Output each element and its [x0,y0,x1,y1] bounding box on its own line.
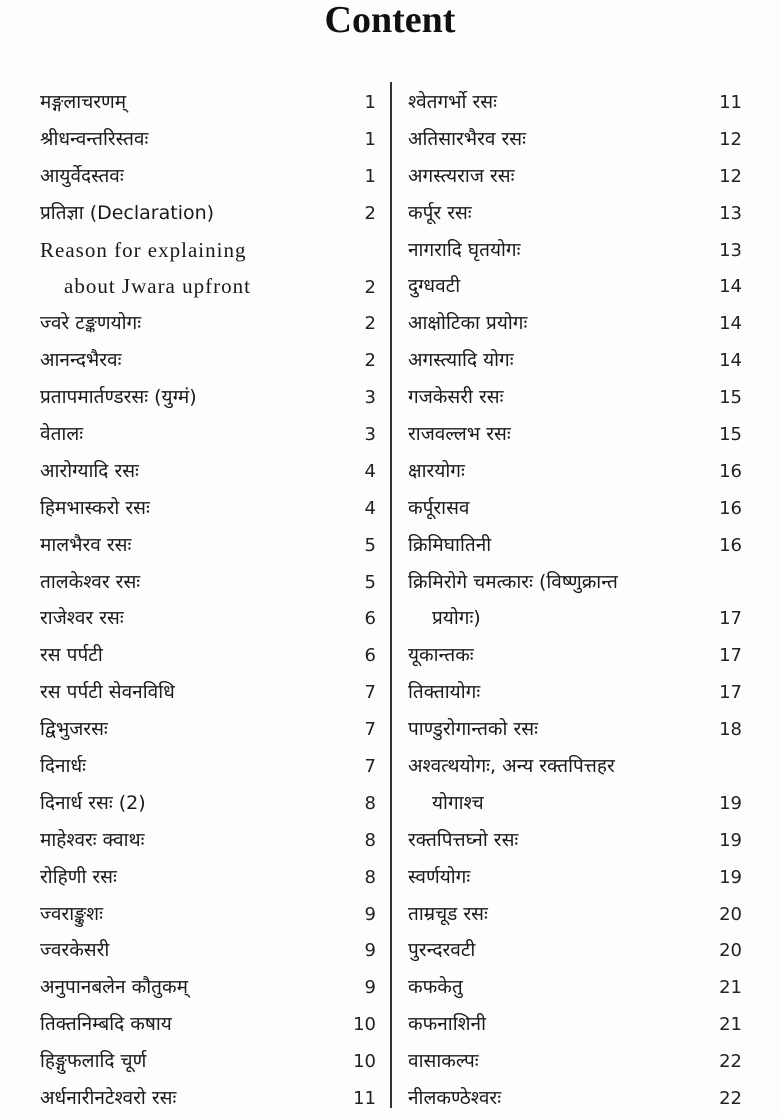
page-number: 8 [364,829,376,851]
toc-entry [408,969,742,1006]
toc-line [408,859,742,896]
toc-entry [408,121,742,158]
page-number: 2 [364,202,376,224]
page-number: 17 [719,645,742,667]
toc-line [408,84,742,121]
toc-line [40,158,376,195]
toc-line [40,232,376,269]
page-number: 2 [364,313,376,335]
page-number: 20 [719,940,742,962]
entry-title: आक्षोटिका प्रयोगः [408,312,528,335]
toc-entry [408,379,742,416]
toc-line [408,158,742,195]
page-number: 21 [719,977,742,999]
toc-entry [40,564,376,601]
toc-line [408,527,742,564]
entry-title: मालभैरव रसः [40,533,132,556]
toc-line [40,969,376,1006]
toc-line [408,822,742,859]
toc-line [40,785,376,822]
page-number: 8 [364,866,376,888]
entry-title: कफनाशिनी [408,1013,487,1036]
toc-line [408,121,742,158]
entry-title: दुग्धवटी [408,275,461,298]
toc-line [40,195,376,232]
entry-title: रोहिणी रसः [40,865,117,888]
page-number: 19 [719,792,742,814]
entry-title: ज्वरे टङ्कणयोगः [40,312,142,335]
entry-title: अतिसारभैरव रसः [408,127,526,150]
entry-title: मङ्गलाचरणम् [40,91,127,113]
page-number: 2 [364,350,376,372]
toc-line [40,416,376,453]
entry-title: अश्वत्थयोगः, अन्य रक्तपित्तहर [408,755,615,778]
toc-entry [40,527,376,564]
page-number: 2 [364,277,376,299]
page-number: 7 [364,756,376,778]
toc-entry [408,342,742,379]
page-number: 15 [719,424,742,446]
toc-entry [408,822,742,859]
entry-title: श्वेतगर्भो रसः [408,91,497,113]
entry-title: योगाश्च [432,791,484,814]
toc-entry [40,490,376,527]
entry-title: दिनार्धः [40,755,86,778]
page-number: 12 [719,128,742,150]
page-number: 5 [364,534,376,556]
entry-title: आयुर्वेदस्तवः [40,164,124,187]
toc-line [40,1080,376,1117]
entry-title: माहेश्वरः क्वाथः [40,828,145,851]
entry-title: ज्वरकेसरी [40,939,110,962]
entry-title: प्रयोगः) [432,607,481,630]
toc-entry [408,674,742,711]
toc-line [40,896,376,933]
entry-title: प्रतापमार्तण्डरसः (युग्मं) [40,386,197,409]
toc-entry [408,1006,742,1043]
toc-line [40,564,376,601]
toc-entry [408,527,742,564]
page-number: 16 [719,460,742,482]
entry-title: ताम्रचूड रसः [408,902,488,925]
toc-line [40,121,376,158]
entry-title: रक्तपित्तघ्नो रसः [408,828,519,851]
page-number: 14 [719,276,742,298]
entry-title: श्रीधन्वन्तरिस्तवः [40,127,149,150]
toc-entry [40,896,376,933]
entry-title: हिङ्गुफलादि चूर्ण [40,1050,147,1073]
toc-line [408,1006,742,1043]
toc-entry [408,268,742,305]
page-number: 14 [719,350,742,372]
page-number: 11 [353,1088,376,1110]
page-number: 13 [719,239,742,261]
toc-left-column [40,84,376,1117]
toc-line [408,896,742,933]
toc-line [408,416,742,453]
entry-title: पुरन्दरवटी [408,939,476,962]
toc-entry [408,453,742,490]
entry-title: वेतालः [40,423,84,446]
toc-line [40,305,376,342]
toc-line [408,564,742,601]
page-number: 15 [719,387,742,409]
toc-line [40,379,376,416]
toc-line [408,969,742,1006]
toc-line [40,711,376,748]
toc-line [408,490,742,527]
entry-title: यूकान्तकः [408,644,474,667]
toc-entry [408,564,742,638]
page-number: 14 [719,313,742,335]
toc-line [40,600,376,637]
toc-entry [40,785,376,822]
page-number: 9 [364,903,376,925]
toc-entry [408,1043,742,1080]
page-number: 7 [364,682,376,704]
toc-line [40,1043,376,1080]
entry-title: रस पर्पटी [40,644,103,667]
page-number: 3 [364,387,376,409]
toc-entry [408,859,742,896]
page-number: 17 [719,682,742,704]
page-number: 21 [719,1014,742,1036]
toc-entry [408,637,742,674]
entry-title: आनन्दभैरवः [40,349,122,372]
entry-title: कर्पूर रसः [408,201,472,224]
toc-line [408,268,742,305]
page-number: 19 [719,866,742,888]
entry-title: तिक्तनिम्बदि कषाय [40,1013,172,1036]
toc-line [40,1006,376,1043]
page-number: 17 [719,608,742,630]
toc-entry [40,305,376,342]
toc-entry [40,711,376,748]
toc-entry [40,748,376,785]
page-number: 22 [719,1051,742,1073]
toc-line [408,1080,742,1117]
page-number: 18 [719,719,742,741]
page-number: 20 [719,903,742,925]
entry-title: अगस्त्यराज रसः [408,164,515,187]
page-number: 8 [364,792,376,814]
toc-entry [40,1043,376,1080]
toc-line [40,527,376,564]
toc-line [408,305,742,342]
entry-title: about Jwara upfront [64,274,251,299]
toc-entry [408,1080,742,1117]
column-divider [390,82,392,1108]
entry-title: द्विभुजरसः [40,718,108,741]
toc-entry [408,232,742,269]
toc-line [40,342,376,379]
toc-line [40,822,376,859]
entry-title: हिमभास्करो रसः [40,496,150,519]
toc-entry [40,932,376,969]
toc-line [408,453,742,490]
toc-entry [408,932,742,969]
toc-entry [40,121,376,158]
page-number: 1 [364,165,376,187]
toc-line [408,600,742,637]
entry-title: दिनार्ध रसः (2) [40,791,146,814]
page-number: 22 [719,1088,742,1110]
page-number: 6 [364,608,376,630]
entry-title: पाण्डुरोगान्तको रसः [408,718,538,741]
toc-entry [408,896,742,933]
entry-title: आरोग्यादि रसः [40,459,139,482]
toc-entry [40,822,376,859]
entry-title: तालकेश्वर रसः [40,570,141,593]
page-number: 10 [353,1051,376,1073]
toc-line [40,748,376,785]
toc-entry [40,859,376,896]
toc-entry [40,342,376,379]
toc-entry [408,416,742,453]
toc-entry [40,453,376,490]
entry-title: रस पर्पटी सेवनविधि [40,681,175,704]
entry-title: गजकेसरी रसः [408,386,504,409]
page-number: 12 [719,165,742,187]
entry-title: अनुपानबलेन कौतुकम् [40,976,188,999]
toc-line [408,379,742,416]
toc-entry [408,490,742,527]
toc-entry [40,195,376,232]
toc-entry [408,158,742,195]
toc-entry [408,748,742,822]
page-number: 5 [364,571,376,593]
toc-right-column [408,84,742,1117]
page-number: 6 [364,645,376,667]
toc-entry [40,84,376,121]
toc-line [40,637,376,674]
entry-title: अगस्त्यादि योगः [408,349,514,372]
entry-title: राजेश्वर रसः [40,607,124,630]
toc-entry [40,1006,376,1043]
toc-entry [40,379,376,416]
entry-title: Reason for explaining [40,237,247,262]
page-number: 16 [719,497,742,519]
toc-line [40,490,376,527]
toc-entry [40,232,376,306]
toc-entry [40,1080,376,1117]
entry-title: ज्वराङ्कुशः [40,902,103,925]
entry-title: नागरादि घृतयोगः [408,238,521,261]
entry-title: वासाकल्पः [408,1050,479,1073]
page-number: 3 [364,424,376,446]
toc-line [408,748,742,785]
page-number: 13 [719,202,742,224]
toc-entry [40,600,376,637]
toc-line [408,342,742,379]
page-number: 9 [364,977,376,999]
toc-line [408,195,742,232]
entry-title: राजवल्लभ रसः [408,423,511,446]
entry-title: क्षारयोगः [408,459,465,482]
toc-entry [40,674,376,711]
toc-entry [408,711,742,748]
entry-title: तिक्तायोगः [408,681,481,704]
toc-entry [40,969,376,1006]
toc-line [40,268,376,305]
entry-title: अर्धनारीनटेश्वरो रसः [40,1087,177,1110]
toc-line [40,859,376,896]
toc-entry [408,305,742,342]
page-number: 10 [353,1014,376,1036]
toc-line [408,674,742,711]
entry-title: नीलकण्ठेश्वरः [408,1087,502,1110]
entry-title: क्रिमिघातिनी [408,533,492,556]
page-number: 4 [364,497,376,519]
toc-line [40,453,376,490]
toc-line [408,932,742,969]
page-number: 16 [719,534,742,556]
page-number: 1 [364,92,376,113]
page-number: 9 [364,940,376,962]
toc-line [408,1043,742,1080]
toc-line [40,84,376,121]
page-title: Content [324,0,456,41]
toc-entry [40,158,376,195]
page-number: 1 [364,128,376,150]
entry-title: स्वर्णयोगः [408,865,471,888]
toc-line [408,232,742,269]
toc-entry [408,195,742,232]
page-number: 7 [364,719,376,741]
toc-line [408,711,742,748]
toc-line [408,785,742,822]
toc-line [40,932,376,969]
entry-title: कर्पूरासव [408,496,470,519]
entry-title: कफकेतु [408,976,463,999]
toc-entry [40,637,376,674]
page-number: 11 [719,92,742,113]
entry-title: क्रिमिरोगे चमत्कारः (विष्णुक्रान्त [408,570,618,593]
toc-entry [40,416,376,453]
toc-line [408,637,742,674]
toc-line [40,674,376,711]
entry-title: प्रतिज्ञा (Declaration) [40,201,215,224]
page-number: 4 [364,460,376,482]
toc-entry [408,84,742,121]
page-number: 19 [719,829,742,851]
